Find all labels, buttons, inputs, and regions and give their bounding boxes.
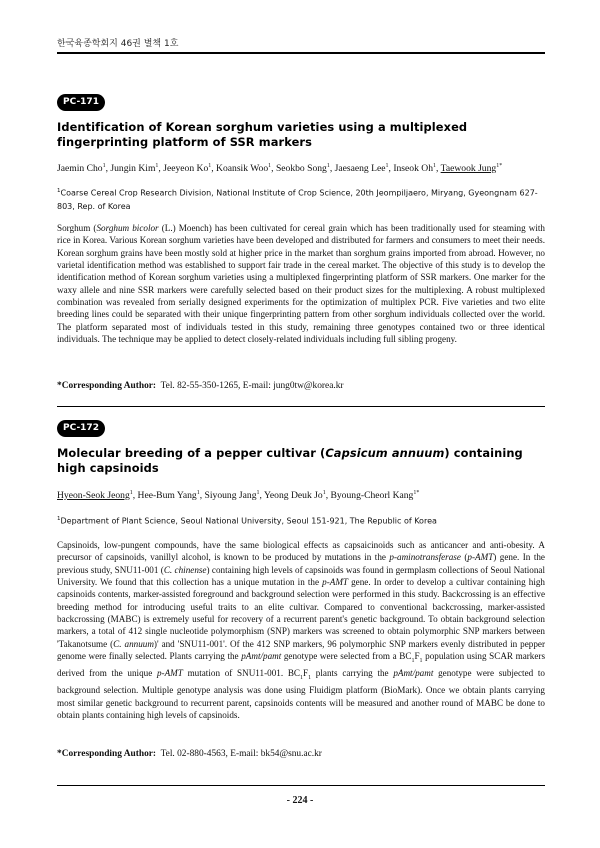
author-affiliation-marker: 1 (385, 163, 389, 169)
author-name: Seokbo Song (275, 163, 327, 175)
author-name: Byoung-Cheorl Kang (330, 490, 414, 502)
affiliation-text: Department of Plant Science, Seoul National University, Seoul 151-921, The Republic of Korea (60, 516, 437, 526)
author-name: Jaemin Cho (57, 163, 103, 175)
author-name: Inseok Oh (393, 163, 434, 175)
author-name: Taewook Jung (440, 163, 497, 175)
abstract-title: Identification of Korean sorghum varieties using a multiplexed fingerprinting platform of SSR markers (57, 120, 468, 149)
author-affiliation-marker: 1 (322, 490, 326, 496)
author-name: Hyeon-Seok Jeong (57, 490, 130, 502)
author-affiliation-marker: 1* (496, 163, 503, 169)
author-affiliation-marker: 1* (413, 490, 420, 496)
journal-header: 한국육종학회지 46권 별책 1호 (57, 39, 179, 49)
abstract-body: Capsinoids, low-pungent compounds, have the same biological effects as capsaicinoids such as anticancer and anti-obesity. A precursor of capsinoids, vanillyl alcohol, is known to be produced by mutations in the p-aminotransferase (p-AMT) gene. In the previous study, SNU11-001 (C. chinense) containing high levels of capsinoids was found in germplasm collections of Seoul National University. We found that this collection has a unique mutation in the p-AMT gene. In order to develop a cultivar containing high capsinoids contents, marker-assisted foreground and background selection were performed in this study. Backcrossing is an effective breeding method for introducing useful traits to an elite cultivar. Compared to conventional backcrossing, marker-assisted backcrossing (MABC) is extremely useful for recovery of a recurrent parent's genetic background. To obtain background selection markers, a total of 412 single nucleotide polymorphism (SNP) markers was screened to obtain polymorphic SNP markers between 'Takanotsume (C. annuum)' and 'SNU11-001'. Of the 412 SNP markers, 96 polymorphic SNP markers evenly distributed in pepper genome were finally selected. Plants carrying the pAmt/pamt genotype were selected from a $BC_1F_1$ population using SCAR markers derived from the unique p-AMT mutation of SNU11-001. $BC_1F_1$ plants carrying the pAmt/pamt genotype were subjected to background selection. Multiple genotype analysis was done using Fluidigm platform (BioMark). Once we obtain plants carrying most similar genetic background to recurrent parent, capsinoids contents will be measured and another round of MABC be done to obtain plants containing high levels of capsinoids. (57, 540, 545, 721)
corresponding-author (57, 748, 547, 760)
author-name: Yeong Deuk Jo (263, 490, 323, 502)
page-number: - 224 - (286, 795, 314, 806)
corresponding-author-contact: Tel. 82-55-350-1265, E-mail: jung0tw@korea.kr (160, 381, 344, 391)
abstract-id-badge: PC-171 (57, 94, 105, 111)
author-affiliation-marker: 1 (326, 163, 330, 169)
author-name: Hee-Bum Yang (137, 490, 197, 502)
author-name: Jeeyeon Ko (163, 163, 209, 175)
title-species: Capsicum annuum (325, 446, 445, 460)
author-affiliation-marker: 1 (433, 163, 437, 169)
author-affiliation-marker: 1 (155, 163, 159, 169)
corresponding-author-contact: Tel. 02-880-4563, E-mail: bk54@snu.ac.kr (160, 749, 322, 759)
author-affiliation-marker: 1 (129, 490, 133, 496)
author-name: Siyoung Jang (204, 490, 257, 502)
abstract-id-badge: PC-172 (57, 420, 105, 437)
corresponding-author (57, 380, 547, 392)
author-name: Jaesaeng Lee (334, 163, 386, 175)
author-affiliation-marker: 1 (208, 163, 212, 169)
affiliation-marker: 1 (57, 188, 61, 194)
title-text: Molecular breeding of a pepper cultivar ( (57, 446, 326, 460)
header-rule (57, 52, 545, 54)
author-name: Jungin Kim (110, 163, 156, 175)
author-affiliation-marker: 1 (268, 163, 272, 169)
author-affiliation-marker: 1 (256, 490, 260, 496)
author-affiliation-marker: 1 (102, 163, 106, 169)
affiliation-marker: 1 (57, 516, 61, 522)
title-text: ) containing high capsinoids (57, 446, 523, 475)
affiliation (57, 185, 547, 213)
author-name: Koansik Woo (216, 163, 269, 175)
author-list: Hyeon-Seok Jeong$^1$, Hee-Bum Yang$^1$, Siyoung Jang$^1$, Yeong Deuk Jo$^1$, Byoung-Cheorl Kang$^{1*}$ (57, 490, 420, 502)
abstract-title (57, 446, 547, 476)
abstract-body: Sorghum (Sorghum bicolor (L.) Moench) has been cultivated for cereal grain which has been traditionally used for steaming with rice in Korea. Various Korean sorghum varieties have been developed and distributed for farmers and consumers to meet their needs. Korean sorghum grains have been mostly sold at higher price in the market than sorghum grains imported from abroad. However, no varietal identification method was established to support fair trade in the cereal market. The objective of this study is to develop the identification method of Korean sorghum varieties using a multiplexed fingerprinting platform of SSR markers. One marker for the waxy allele and nine SSR markers were carefully selected based on their product sizes for the multiplexing. A robust multiplexed combination was revealed from serially designed experiments for the optimization of multiplex PCR. Five varieties and two elite breeding lines could be separated with their unique fingerprinting pattern from other sorghum individuals collected over the world. The platform separated most of individuals tested in this study, remaining three genotypes contained two or three identical individuals. The technique may be applied to detect closely-related individuals including full sibling progeny. (57, 223, 545, 345)
affiliation (57, 513, 547, 528)
footer-rule (57, 785, 545, 786)
section-divider (57, 406, 545, 407)
affiliation-text: Coarse Cereal Crop Research Division, National Institute of Crop Science, 20th Jeompiljaero, Miryang, Gyeongnam 627-803, Rep. of Korea (57, 188, 538, 211)
author-affiliation-marker: 1 (196, 490, 200, 496)
corresponding-author-label: *Corresponding Author: (57, 381, 157, 391)
author-list: Jaemin Cho$^1$, Jungin Kim$^1$, Jeeyeon Ko$^1$, Koansik Woo$^1$, Seokbo Song$^1$, Jaesaeng Lee$^1$, Inseok Oh$^1$, Taewook Jung$^{1*}$ (57, 163, 503, 175)
corresponding-author-label: *Corresponding Author: (57, 749, 157, 759)
